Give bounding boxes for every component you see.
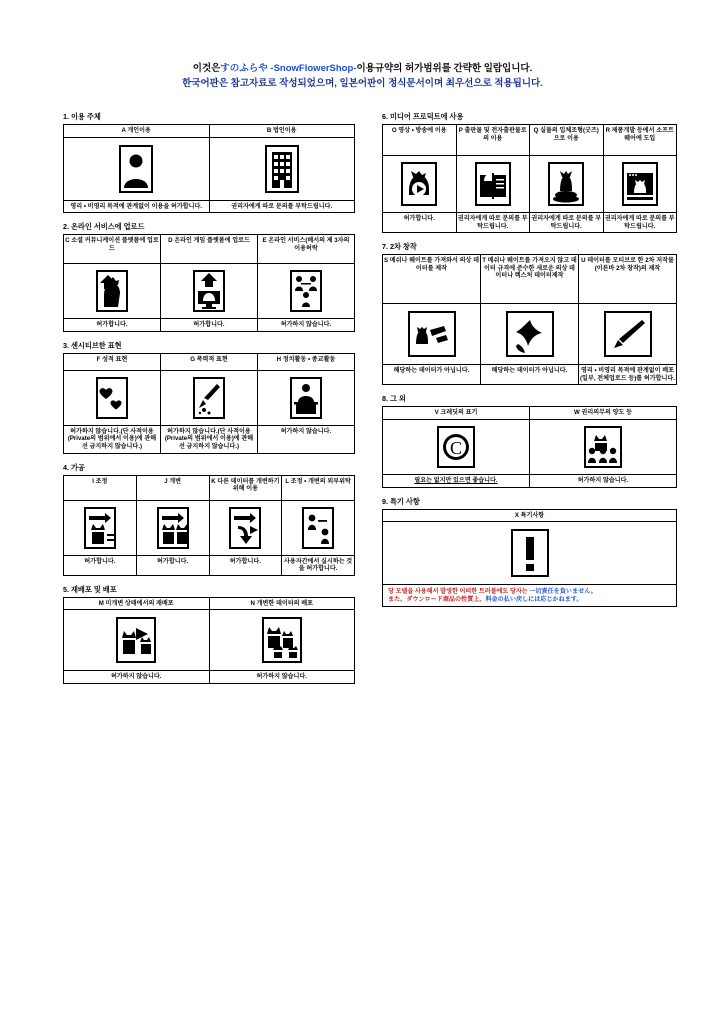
modify-arrow-icon-svg [156, 506, 190, 550]
section-5-title: 5. 재배포 및 배포 [63, 584, 117, 594]
table-cell-h [258, 353, 355, 453]
section-4-title: 4. 가공 [63, 462, 85, 472]
cell-note: 허가합니다. [161, 318, 257, 331]
cell-note: 허가합니다. [210, 555, 282, 568]
section-3-title: 3. 센시티브한 표현 [63, 340, 122, 350]
cell-note: 허가합니다. [137, 555, 209, 568]
cell-note: 허가하지 않습니다.(단 사적이용(Private의 범위에서 이용)에 관해선 금지하지 않습니다.) [161, 425, 257, 453]
table-cell-w [530, 407, 677, 487]
podium-speech-icon [258, 371, 354, 425]
transfer-rights-icon [530, 420, 676, 474]
cell-head: C 소셜 커뮤니케이션 플랫폼에 업로드 [64, 235, 160, 264]
reuse-data-icon-svg [228, 506, 262, 550]
cell-note: 허가하지 않습니다. [64, 670, 209, 683]
table-cell-s [383, 255, 481, 385]
cell-head: J 개변 [137, 476, 209, 501]
upload-avatar-icon-svg [94, 269, 130, 313]
section-4-table [63, 475, 355, 576]
table-cell-n [209, 597, 355, 683]
table-cell-j [136, 475, 209, 575]
knife-blood-icon-svg [191, 376, 227, 420]
table-cell-o [383, 125, 457, 233]
svg-text:C: C [449, 438, 463, 459]
exclamation-icon [383, 522, 676, 584]
table-cell-l [282, 475, 355, 575]
left-column [63, 112, 355, 693]
section-6-title: 6. 미디어 프로덕트에 사용 [382, 112, 464, 121]
section-2-table [63, 234, 355, 332]
third-party-icon [258, 264, 354, 318]
section-1-table [63, 124, 355, 213]
book-icon-svg [473, 161, 513, 207]
table-cell-k [209, 475, 282, 575]
table-cell-v [383, 407, 530, 487]
book-icon [457, 156, 530, 212]
play-video-icon-svg [399, 161, 439, 207]
section-1-title: 1. 이용 주체 [63, 112, 101, 121]
software-window-icon-svg [620, 161, 660, 207]
cell-head: B 법인이용 [210, 125, 355, 138]
table-cell-p [456, 125, 530, 233]
copyright-icon-svg [435, 425, 477, 469]
upload-avatar-icon [64, 264, 160, 318]
notice-line2-b: 料金の払い戻しには応じかねます。 [485, 595, 583, 603]
cell-head: T 메쉬나 웨이트를 가져오지 않고 데이터 규격에 준수한 새로운 의상 데이터나 텍스처 데이터제작 [481, 255, 578, 304]
section-9-table [382, 509, 677, 608]
cell-head: D 온라인 게임 플랫폼에 업로드 [161, 235, 257, 264]
section-9-title: 9. 특기 사항 [382, 496, 420, 506]
cell-head: G 폭력적 표현 [161, 354, 257, 371]
cell-note: 권리자에게 따로 문의를 부탁드립니다. [530, 212, 603, 232]
section-9 [382, 497, 677, 608]
cell-head: R 제품개발 등에서 소프트웨어에 도입 [604, 125, 677, 156]
header-line-2 [0, 77, 725, 92]
table-cell-i [64, 475, 137, 575]
cell-note: 허가합니다. [64, 555, 136, 568]
mesh-weight-icon-svg [406, 310, 458, 358]
cell-note: 해당하는 데이터가 아닙니다. [383, 364, 480, 377]
table-cell-u [579, 255, 677, 385]
cell-head: X 특기사항 [383, 510, 676, 523]
section-7-title: 7. 2차 창작 [382, 242, 417, 252]
table-cell-q [530, 125, 604, 233]
cell-head: H 정치활동 • 종교활동 [258, 354, 354, 371]
cell-head: U 데이터를 모티브로 한 2차 저작물(이른바 2차 창작)의 제작 [579, 255, 676, 304]
section-7 [382, 242, 677, 385]
table-cell-m [64, 597, 210, 683]
cell-note: 권리자에게 따로 문의를 부탁드립니다. [210, 200, 355, 213]
redistribute-icon [64, 610, 209, 670]
hearts-icon-svg [94, 376, 130, 420]
cell-head: P 출판물 및 전자출판물로의 이용 [457, 125, 530, 156]
notice-text-block [383, 584, 676, 606]
cell-note: 허가하지 않습니다. [258, 425, 354, 438]
section-7-table [382, 254, 677, 385]
cell-note: 필요는 없지만 있으면 좋습니다. [383, 474, 529, 487]
table-cell-g [161, 353, 258, 453]
exclamation-icon-svg [509, 528, 551, 578]
redistribute-icon-svg [114, 616, 158, 664]
cell-head: Q 실물의 입체조형(굿즈)으로 이용 [530, 125, 603, 156]
table-cell-c [64, 235, 161, 332]
cell-note: 영리 • 비영리 목적에 관계없이 이용을 허가합니다. [64, 200, 209, 213]
person-icon [64, 138, 209, 200]
upload-monitor-icon-svg [191, 269, 227, 313]
third-party-icon-svg [288, 269, 324, 313]
knife-blood-icon [161, 371, 257, 425]
new-costume-icon [481, 304, 578, 364]
reuse-data-icon [210, 501, 282, 555]
cell-note: 권리자에게 따로 문의를 부탁드립니다. [457, 212, 530, 232]
page-title [0, 0, 725, 91]
cell-head: L 조정 • 개변의 외부위탁 [282, 476, 354, 501]
cell-head: I 조정 [64, 476, 136, 501]
section-8-table [382, 406, 677, 487]
cell-note: 해당하는 데이터가 아닙니다. [481, 364, 578, 377]
shop-name: すのふらや -SnowFlowerShop- [220, 63, 357, 74]
building-icon [210, 138, 355, 200]
brush-icon [579, 304, 676, 364]
mesh-weight-icon [383, 304, 480, 364]
header-line1-suffix: 이용규약의 허가범위를 간략한 일람입니다. [356, 63, 533, 74]
brush-icon-svg [602, 310, 654, 358]
cell-head: E 온라인 서비스(베서의 제 3자의 이용허락 [258, 235, 354, 264]
cell-head: N 개변한 데이터의 배포 [210, 598, 355, 611]
cell-note: 허가합니다. [64, 318, 160, 331]
cell-head: A 개인이용 [64, 125, 209, 138]
cell-head: M 미개변 상태에서의 재배포 [64, 598, 209, 611]
section-5-table [63, 597, 355, 684]
distribute-modified-icon-svg [260, 616, 304, 664]
cell-note: 권리자에게 따로 문의를 부탁드립니다. [604, 212, 677, 232]
section-4 [63, 463, 355, 576]
building-icon-svg [262, 144, 302, 194]
outsource-icon-svg [301, 506, 335, 550]
notice-line-1 [388, 588, 671, 596]
section-6-table [382, 124, 677, 233]
figure-icon-svg [546, 161, 586, 207]
cell-head: O 영상 • 방송에 이용 [383, 125, 456, 156]
transfer-rights-icon-svg [582, 425, 624, 469]
notice-line-2 [388, 596, 671, 604]
modify-arrow-icon [137, 501, 209, 555]
table-cell-x [383, 509, 677, 607]
cell-head: W 권리의무의 양도 등 [530, 407, 676, 420]
cell-note: 허가하지 않습니다.(단 사적이용(Private의 범위에서 이용)에 관해선 금지하지 않습니다.) [64, 425, 160, 453]
header-line2-text: 한국어판은 참고자료로 작성되었으며, 일본어판이 정식문서이며 최우선으로 적용됩니다. [182, 77, 543, 89]
cell-head: S 메쉬나 웨이트를 가져와서 의상 데이터를 제작 [383, 255, 480, 304]
cell-note: 영리 • 비영리 목적에 관계없이 배포(일부, 전체업로드 등)를 허가합니다. [579, 364, 676, 384]
section-2 [63, 222, 355, 332]
notice-line1-a: 당 모델을 사용해서 발생한 어떠한 트러블에도 당자는 [388, 588, 530, 596]
table-cell-d [161, 235, 258, 332]
section-6 [382, 112, 677, 233]
podium-speech-icon-svg [288, 376, 324, 420]
adjust-equal-icon [64, 501, 136, 555]
cell-head: K 다른 데이터를 개변하기 위해 이용 [210, 476, 282, 501]
hearts-icon [64, 371, 160, 425]
cell-head: F 성적 표현 [64, 354, 160, 371]
person-icon-svg [116, 144, 156, 194]
header-line1-prefix: 이것은 [192, 63, 221, 74]
upload-monitor-icon [161, 264, 257, 318]
section-8 [382, 394, 677, 487]
outsource-icon [282, 501, 354, 555]
table-cell-b [209, 125, 355, 213]
table-cell-e [258, 235, 355, 332]
copyright-icon [383, 420, 529, 474]
notice-line1-b: 一切責任を負いません。 [529, 588, 597, 596]
software-window-icon [604, 156, 677, 212]
distribute-modified-icon [210, 610, 355, 670]
cell-head: V 크레딧의 표기 [383, 407, 529, 420]
cell-note: 사용자간에서 실시하는 것을 허가합니다. [282, 555, 354, 575]
table-cell-t [481, 255, 579, 385]
table-cell-a [64, 125, 210, 213]
new-costume-icon-svg [504, 310, 556, 358]
notice-line2-a: また、ダウンロード商品の性質上、 [388, 595, 486, 603]
cell-note: 허가하지 않습니다. [530, 474, 676, 487]
cell-note: 허가하지 않습니다. [258, 318, 354, 331]
section-8-title: 8. 그 외 [382, 394, 406, 404]
adjust-equal-icon-svg [83, 506, 117, 550]
right-column [382, 112, 677, 616]
section-5 [63, 585, 355, 684]
section-1 [63, 112, 355, 213]
section-2-title: 2. 온라인 서비스에 업로드 [63, 222, 145, 232]
cell-note: 허가합니다. [383, 212, 456, 225]
section-3-table [63, 353, 355, 454]
header-line-1 [0, 62, 725, 77]
figure-icon [530, 156, 603, 212]
play-video-icon [383, 156, 456, 212]
table-cell-f [64, 353, 161, 453]
section-3 [63, 341, 355, 454]
table-cell-r [603, 125, 677, 233]
cell-note: 허가하지 않습니다. [210, 670, 355, 683]
